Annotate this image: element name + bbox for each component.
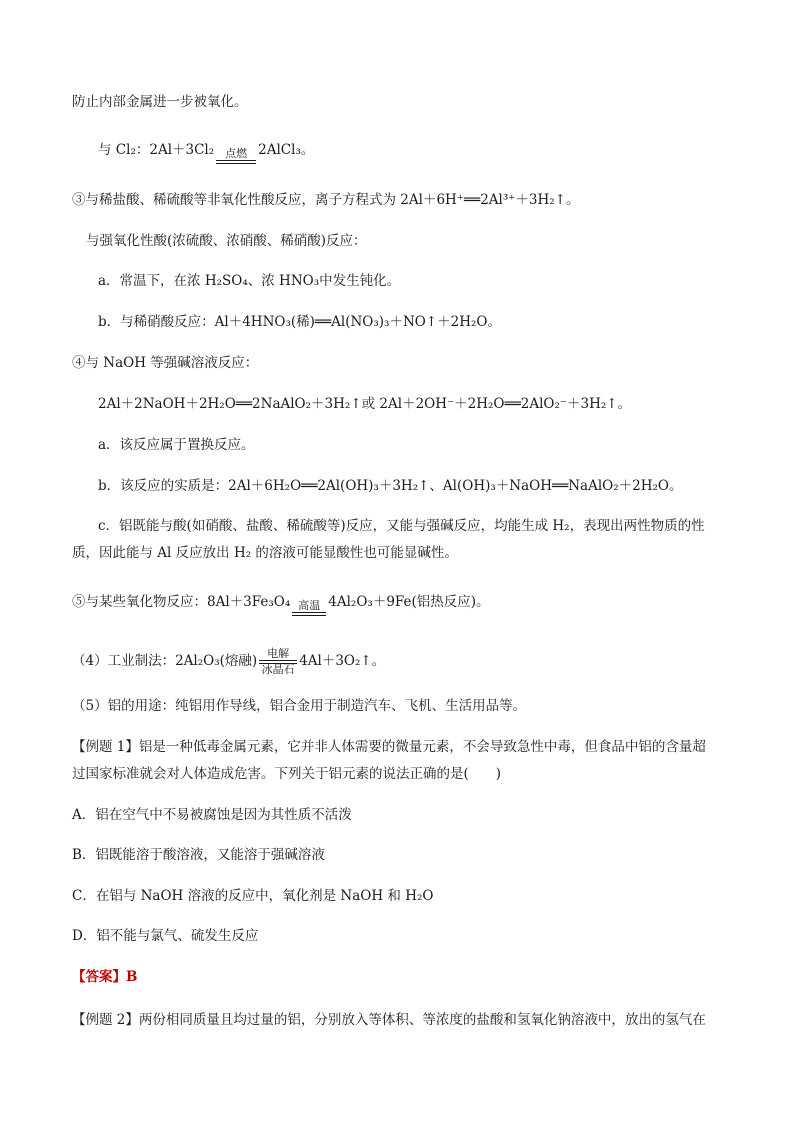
text-line: 2Al＋2NaOH＋2H₂O══2NaAlO₂＋3H₂↑或 2Al＋2OH⁻＋2H₂O══2AlO₂⁻＋3H₂↑。 (98, 396, 632, 412)
example-question: 过国家标准就会对人体造成危害。下列关于铝元素的说法正确的是( ) (72, 766, 502, 782)
equation-al-cl2 (98, 140, 314, 164)
equals-sign (292, 612, 326, 616)
text-line: 质，因此能与 Al 反应放出 H₂ 的溶液可能显酸性也可能显碱性。 (72, 545, 458, 561)
equation-right: 4Al₂O₃＋9Fe(铝热反应)。 (328, 594, 490, 610)
answer-label: 【答案】B (72, 969, 138, 985)
equation-left: ⑤与某些氧化物反应：8Al＋3Fe₃O₄ (72, 594, 291, 610)
text-line: c．铝既能与酸(如硝酸、盐酸、稀硫酸等)反应，又能与强碱反应，均能生成 H₂，表现出两性物质的性 (98, 518, 705, 534)
option-d: D．铝不能与氯气、硫发生反应 (72, 928, 259, 944)
text-line: ④与 NaOH 等强碱溶液反应： (72, 355, 259, 371)
equation-left: （4）工业制法：2Al₂O₃(熔融) (72, 653, 258, 669)
condition-label-under: 冰晶石 (261, 663, 295, 676)
example-question: 【例题 2】两份相同质量且均过量的铝，分别放入等体积、等浓度的盐酸和氢氧化钠溶液中，放出的氢气在 (72, 1012, 706, 1028)
equals-sign (216, 160, 256, 164)
option-c: C．在铝与 NaOH 溶液的反应中，氧化剂是 NaOH 和 H₂O (72, 888, 434, 904)
text-line: b．与稀硝酸反应：Al＋4HNO₃(稀)══Al(NO₃)₃＋NO↑＋2H₂O。 (98, 314, 501, 330)
text-line: a．该反应属于置换反应。 (98, 437, 255, 453)
condition-label: 点燃 (225, 147, 248, 160)
option-b: B．铝既能溶于酸溶液，又能溶于强碱溶液 (72, 847, 325, 863)
reaction-condition (292, 600, 326, 616)
text-line: 与强氧化性酸(浓硫酸、浓硝酸、稀硝酸)反应： (86, 233, 367, 249)
option-a: A．铝在空气中不易被腐蚀是因为其性质不活泼 (72, 807, 352, 823)
equation-right: 2AlCl₃。 (258, 142, 315, 158)
condition-label-over: 电解 (267, 647, 290, 660)
equation-left: 与 Cl₂：2Al＋3Cl₂ (98, 142, 215, 158)
example-question: 【例题 1】铝是一种低毒金属元素，它并非人体需要的微量元素，不会导致急性中毒，但食品中铝的含量超 (72, 739, 706, 755)
equation-thermite (72, 592, 490, 616)
reaction-condition (259, 648, 297, 676)
text-line: a．常温下，在浓 H₂SO₄、浓 HNO₃中发生钝化。 (98, 273, 401, 289)
condition-label: 高温 (298, 599, 321, 612)
text-line: 防止内部金属进一步被氧化。 (72, 94, 248, 110)
equation-industrial (72, 648, 385, 676)
text-line: b．该反应的实质是：2Al＋6H₂O══2Al(OH)₃＋3H₂↑、Al(OH)₃＋NaOH══NaAlO₂＋2H₂O。 (98, 478, 683, 494)
text-line: ③与稀盐酸、稀硫酸等非氧化性酸反应，离子方程式为 2Al＋6H⁺══2Al³⁺＋3H₂↑。 (72, 192, 580, 208)
text-line: （5）铝的用途：纯铝用作导线，铝合金用于制造汽车、飞机、生活用品等。 (72, 698, 527, 714)
reaction-condition (216, 148, 256, 164)
equation-right: 4Al＋3O₂↑。 (299, 653, 386, 669)
